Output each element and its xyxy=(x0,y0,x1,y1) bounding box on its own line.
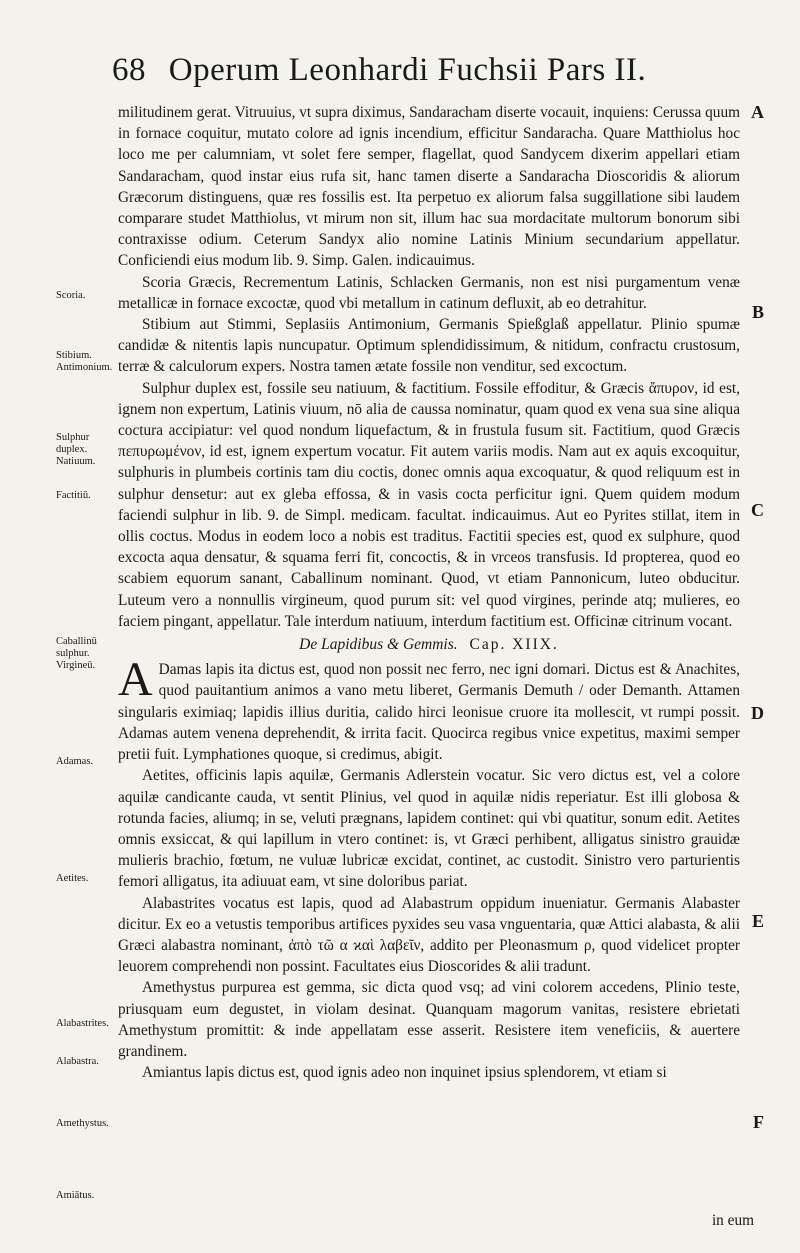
paragraph-stibium: Stibium aut Stimmi, Seplasiis Antimonium, Germanis Spießglaß appellatur. Plinio spumæ candidæ & nitentis lapis nuncupatur. Optimum splendidissimum, & nitidum, confractu crustosum, terræ & calculorum expers. Nostra tamen ætate fossile non venditur, sed excoctum. xyxy=(118,316,740,376)
running-header xyxy=(112,52,692,89)
margin-note-scoria: Scoria. xyxy=(56,290,86,301)
margin-note-sulphur: Sulphur duplex. Natiuum. xyxy=(56,432,96,467)
section-letter-d: D xyxy=(751,703,764,723)
paragraph-sandaracha: militudinem gerat. Vitruuius, vt supra diximus, Sandaracham diserte vocauit, inquiens: Cerussa quum in fornace coquitur, mutato colore ad ignis incendium, efficitur Sandaracha. Quare Matthiolus hoc loco me per calumniam, vt solet fere semper, flagellat, quod Sandycem dixerim appellari etiam Sandaracham, quod instar eius rufa sit, hanc tamen diserte a Sandaracha Dioscoridis & aliorum Græcorum distinguens, quæ res fossilis est. Ita perpetuo ex aliorum falsa suggillatione sibi laudem comparare studet Matthiolus, vt mirum non sit, illum hac sua mordacitate multorum bonorum sibi contraxisse odium. Ceterum Sandyx alio nomine Latinis Minium secundarium appellatur. Conficiendi eius modum lib. 9. Simp. Galen. indicauimus. xyxy=(118,104,740,270)
paragraph-amethystus: Amethystus purpurea est gemma, sic dicta quod vsq; ad vini colorem accedens, Plinio teste, priusquam eum degustet, in violam desinat. Quanquam magorum vanitas, resistere ebrietati Amethystum promittit: & inde appellatam esse asserit. Resistere item veneficiis, & auertere grandinem. xyxy=(118,979,740,1060)
catchword: in eum xyxy=(711,1212,754,1229)
margin-note-alabastrites: Alabastrites. xyxy=(56,1018,109,1029)
margin-note-caballinum: Caballinū sulphur. Virgineū. xyxy=(56,636,97,671)
paragraph-alabastrites: Alabastrites vocatus est lapis, quod ad Alabastrum oppidum inueniatur. Germanis Alabaster dicitur. Ex eo a vetustis temporibus artifices pyxides seu vasa vnguentaria, quæ Attici alabasta, & alii Græci alabastra nominant, ἀπὸ τῶ α ϰαὶ λαβεῖν, addito per Pleonasmum ρ, quod videlicet propter leuorem comprehendi non possint. Facultates eius Dioscorides & alii tradunt. xyxy=(118,894,740,976)
paragraph-sulphur: Sulphur duplex est, fossile seu natiuum, & factitium. Fossile effoditur, & Græcis ἄπυρον, id est, ignem non expertum, Latinis viuum, nō alia de caussa nominatur, quam quod ex vena sua sine aliqua coctura accipiatur: vel quod nondum liquefactum, & in frustula fusum sit. Factitium, quod Græcis πεπυρωμένον, id est, ignem expertum vocatur. Fit autem variis modis. Nam aut ex aquis excoquitur, sulphuris in plumbeis cortinis tam diu coctis, donec omnis aqua excoquatur, & quod reliquum est in sulphur densetur: aut ex gleba effossa, & in vasis cocta perficitur igni. Quem quidem modum faciendi sulphur in lib. 9. de Simpl. medicam. facultat. indicauimus. Aut eo Pyrites stillat, item in ollis coctus. Modus in eodem loco a nobis est traditus. Factitii species est, quod ex sulphure, quod excocta aqua densatur, & squama ferri fit, concoctis, & in vrceos transfusis. Id propterea, quod eo scabiem equorum sanant, Caballinum nominant. Quod, vt etiam Pannonicum, luteo obducitur. Luteum vero a nonnullis virgineum, quod purum sit: vel quod virgines, perinde atq; mulieres, eo faciem pingant, appellatur. Tale interdum natiuum, interdum factitium est. Officinæ citrinum vocant. xyxy=(118,379,740,630)
paragraph-adamas xyxy=(118,653,740,765)
chapter-heading xyxy=(118,634,740,655)
page-title: Operum Leonhardi Fuchsii Pars II. xyxy=(168,52,647,88)
margin-note-alabastra: Alabastra. xyxy=(56,1056,99,1067)
drop-cap-initial: A xyxy=(118,653,153,707)
margin-note-amethystus: Amethystus. xyxy=(56,1118,109,1129)
margin-note-aetites: Aetites. xyxy=(56,873,89,884)
margin-note-amiantus: Amiātus. xyxy=(56,1190,95,1201)
text-body xyxy=(118,102,740,1083)
paragraph-amiantus: Amiantus lapis dictus est, quod ignis adeo non inquinet ipsius splendorem, vt etiam si xyxy=(142,1064,667,1082)
section-letter-c: C xyxy=(751,500,764,520)
paragraph-aetites: Aetites, officinis lapis aquilæ, Germanis Adlerstein vocatur. Sic vero dictus est, vel a colore aquilæ candicante cauda, vt sentit Plinius, vel quod in aquilæ nidis reperiatur. Est illi globosa & rotunda facies, aliumq; in se, veluti prægnans, lapidem continet: qui vbi quatitur, sonum edit. Aetites omnis exsiccat, & qui lapillum in vtero continet: is, vt Græci perhibent, alligatus sinistro grauidæ mulieris brachio, fœtum, ne vuluæ lubricæ excidat, continet, ac custodit. Sinistro vero parturientis femori alligatus, ita adiuuat eam, vt sine doloribus pariat. xyxy=(118,767,740,891)
margin-note-stibium: Stibium. Antimonium. xyxy=(56,350,113,373)
margin-note-factitium: Factitiū. xyxy=(56,490,91,501)
section-letter-e: E xyxy=(751,911,764,931)
section-letter-b: B xyxy=(751,302,764,322)
chapter-number: Cap. XIIX. xyxy=(469,636,559,654)
paragraph-adamas-text: Damas lapis ita dictus est, quod non possit nec ferro, nec igni domari. Dictus est & Anachites, quod pauitantium animos a vano metu liberet, Germanis Demuth / oder Demanth. Attamen singularis eximiaq; lapidis illius duritia, calido hirci leonisue cruore ita mollescit, vt rumpi possit. Adamas autem venena deprehendit, & irrita facit. Quocirca regibus vnice expetitus, maximi semper pretii fuit. Lymphationes quoque, si credimus, abigit. xyxy=(118,661,740,764)
margin-note-adamas: Adamas. xyxy=(56,756,94,767)
page-number: 68 xyxy=(112,52,146,88)
paragraph-scoria: Scoria Græcis, Recrementum Latinis, Schlacken Germanis, non est nisi purgamentum venæ metallicæ in fornace excoctæ, quod vbi metallum in catinum defluxit, ab eo detrahitur. xyxy=(118,273,740,312)
chapter-title: De Lapidibus & Gemmis. xyxy=(299,636,458,654)
section-letter-f: F xyxy=(753,1112,764,1132)
section-letter-a: A xyxy=(751,102,764,122)
